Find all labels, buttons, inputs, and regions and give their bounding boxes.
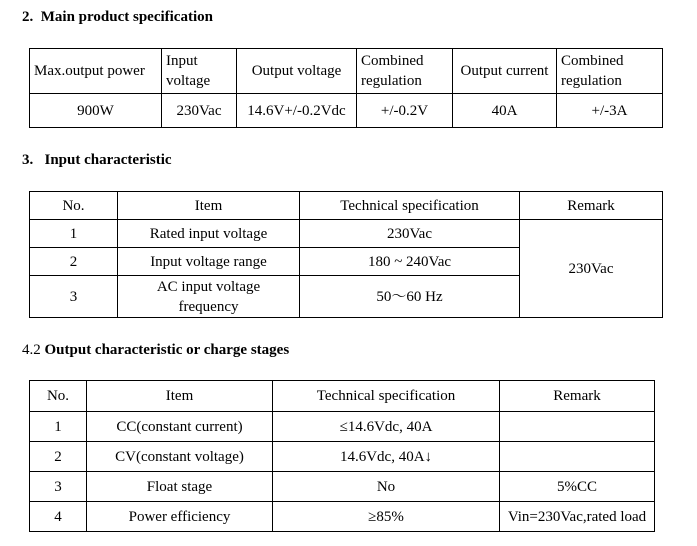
section-4-2-number: 4.2	[22, 342, 41, 358]
output-row-item: CV(constant voltage)	[87, 442, 273, 472]
header-combined-regulation-1: Combined regulation	[357, 49, 453, 94]
section-4-2-heading	[22, 342, 289, 359]
main-spec-table	[29, 48, 663, 128]
input-header-item: Item	[118, 192, 300, 220]
input-row-spec: 50～60 Hz	[300, 276, 520, 318]
output-row-no: 4	[30, 502, 87, 532]
output-header-remark: Remark	[500, 381, 655, 412]
value-combined-regulation-2: +/-3A	[557, 94, 663, 128]
header-input-voltage: Input voltage	[162, 49, 237, 94]
output-row-no: 3	[30, 472, 87, 502]
value-output-current: 40A	[453, 94, 557, 128]
input-remark-merged: 230Vac	[520, 220, 663, 318]
header-output-current: Output current	[453, 49, 557, 94]
section-4-2-title: Output characteristic or charge stages	[44, 342, 290, 358]
section-3-heading	[22, 152, 172, 169]
header-output-voltage: Output voltage	[237, 49, 357, 94]
table-row	[30, 412, 655, 442]
input-row-item: Input voltage range	[118, 248, 300, 276]
section-3-title: Input characteristic	[44, 152, 172, 168]
value-input-voltage: 230Vac	[162, 94, 237, 128]
output-header-item: Item	[87, 381, 273, 412]
main-spec-value-row	[30, 94, 663, 128]
value-output-voltage: 14.6V+/-0.2Vdc	[237, 94, 357, 128]
input-header-no: No.	[30, 192, 118, 220]
output-row-no: 2	[30, 442, 87, 472]
output-row-remark	[500, 442, 655, 472]
table-row	[30, 502, 655, 532]
main-spec-header-row	[30, 49, 663, 94]
output-row-remark: 5%CC	[500, 472, 655, 502]
header-max-output-power: Max.output power	[30, 49, 162, 94]
input-row-spec: 230Vac	[300, 220, 520, 248]
table-row	[30, 472, 655, 502]
input-row-item: AC input voltage frequency	[118, 276, 300, 318]
input-header-row	[30, 192, 663, 220]
section-2-title: Main product specification	[40, 9, 213, 25]
input-header-remark: Remark	[520, 192, 663, 220]
section-2-number: 2.	[22, 9, 34, 25]
output-row-remark: Vin=230Vac,rated load	[500, 502, 655, 532]
input-row-no: 2	[30, 248, 118, 276]
value-combined-regulation-1: +/-0.2V	[357, 94, 453, 128]
output-row-spec: 14.6Vdc, 40A↓	[273, 442, 500, 472]
output-header-spec: Technical specification	[273, 381, 500, 412]
header-combined-regulation-2: Combined regulation	[557, 49, 663, 94]
table-row	[30, 442, 655, 472]
output-header-row	[30, 381, 655, 412]
output-characteristic-table	[29, 380, 655, 532]
input-characteristic-table	[29, 191, 663, 318]
output-row-item: CC(constant current)	[87, 412, 273, 442]
output-row-item: Float stage	[87, 472, 273, 502]
input-row-item: Rated input voltage	[118, 220, 300, 248]
section-3-number: 3.	[22, 152, 34, 168]
input-header-spec: Technical specification	[300, 192, 520, 220]
output-row-spec: ≥85%	[273, 502, 500, 532]
input-row-no: 3	[30, 276, 118, 318]
input-row-no: 1	[30, 220, 118, 248]
output-row-no: 1	[30, 412, 87, 442]
output-row-item: Power efficiency	[87, 502, 273, 532]
output-header-no: No.	[30, 381, 87, 412]
output-row-remark	[500, 412, 655, 442]
table-row	[30, 220, 663, 248]
output-row-spec: No	[273, 472, 500, 502]
section-2-heading	[22, 9, 213, 26]
input-row-spec: 180 ~ 240Vac	[300, 248, 520, 276]
output-row-spec: ≤14.6Vdc, 40A	[273, 412, 500, 442]
value-max-output-power: 900W	[30, 94, 162, 128]
